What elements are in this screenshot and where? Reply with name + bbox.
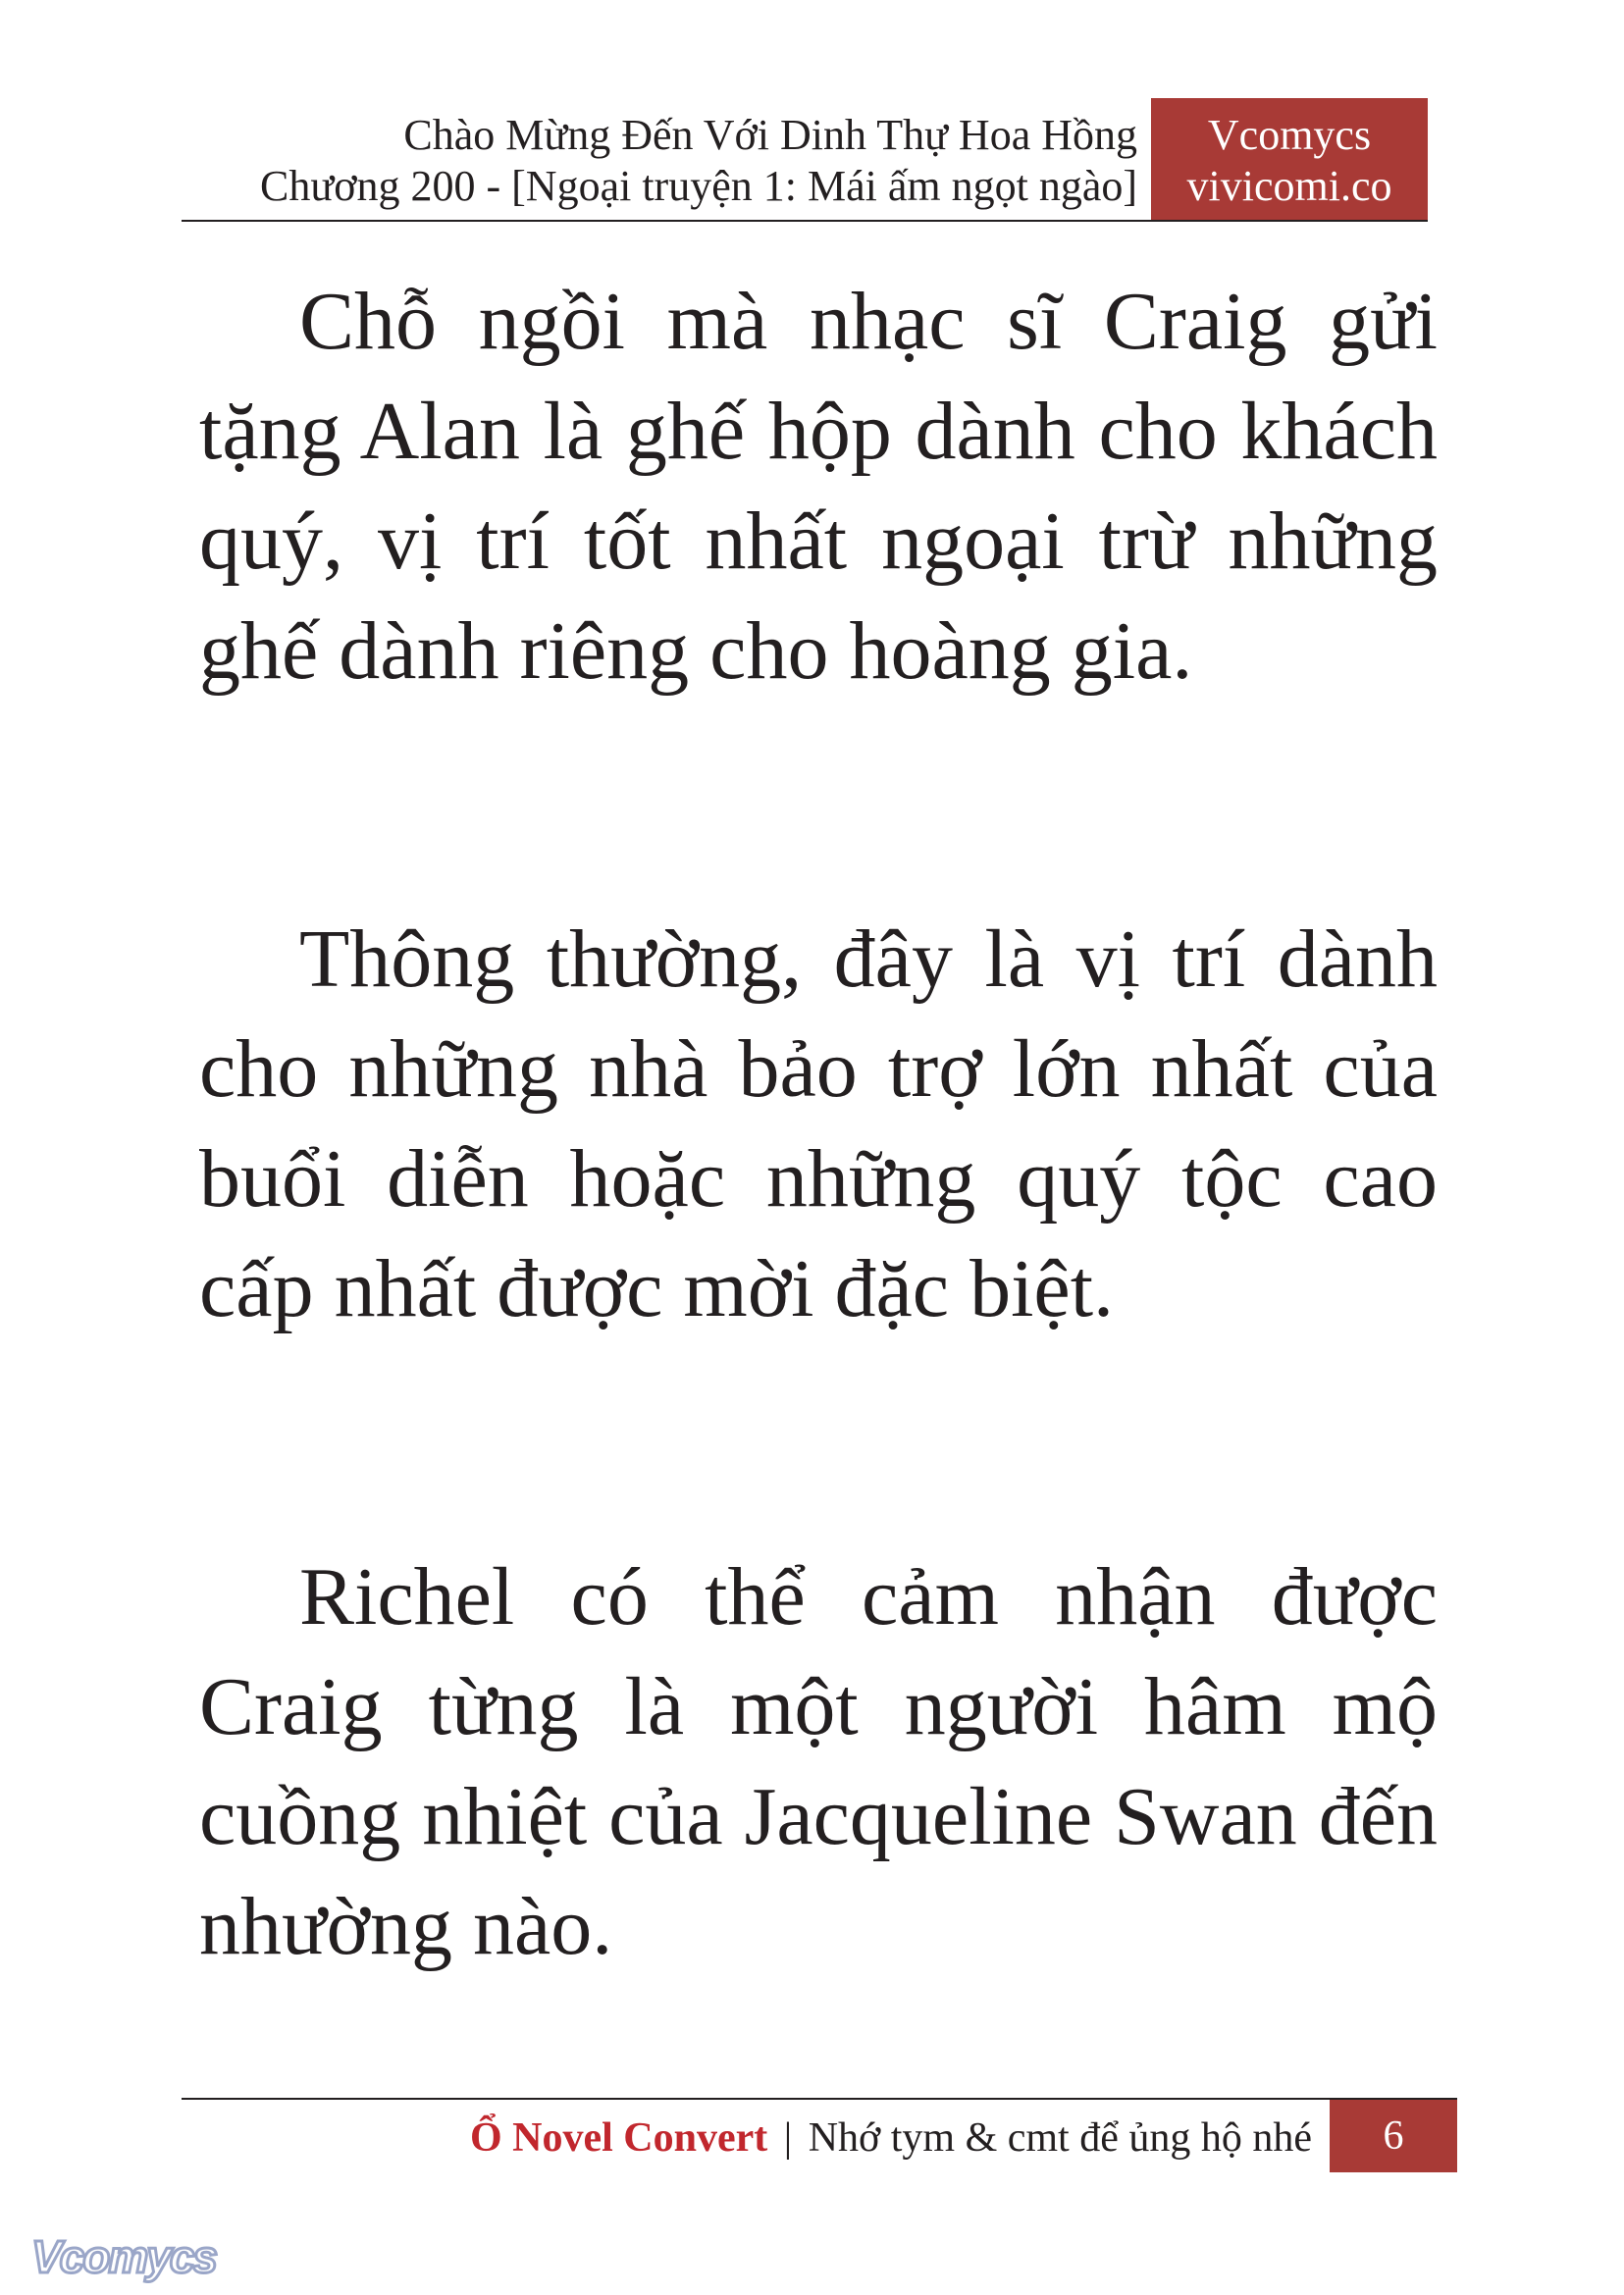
footer-separator: | <box>783 2115 793 2161</box>
footer-message: Nhớ tym & cmt để ủng hộ nhé <box>808 2115 1312 2161</box>
header-divider <box>182 220 1428 222</box>
footer-text <box>470 2113 1312 2163</box>
svg-text:Vcomycs: Vcomycs <box>31 2231 217 2282</box>
chapter-body <box>199 267 1438 1982</box>
paragraph: Thông thường, đây là vị trí dành cho những nhà bảo trợ lớn nhất của buổi diễn hoặc những quý tộc cao cấp nhất được mời đặc biệt. <box>199 913 1438 1334</box>
watermark-logo-icon <box>27 2227 253 2286</box>
paragraph: Richel có thể cảm nhận được Craig từng là một người hâm mộ cuồng nhiệt của Jacqueline Swan đến nhường nào. <box>199 1551 1438 1972</box>
brand-badge <box>1151 98 1428 220</box>
header-titles <box>260 110 1137 212</box>
brand-site: vivicomi.co <box>1186 162 1392 210</box>
book-title: Chào Mừng Đến Với Dinh Thự Hoa Hồng <box>403 111 1137 159</box>
paragraph: Chỗ ngồi mà nhạc sĩ Craig gửi tặng Alan là ghế hộp dành cho khách quý, vị trí tốt nhất ngoại trừ những ghế dành riêng cho hoàng gia. <box>199 276 1438 697</box>
page-number: 6 <box>1330 2100 1457 2172</box>
footer-brand: Ổ Novel Convert <box>469 2115 768 2161</box>
chapter-title: Chương 200 - [Ngoại truyện 1: Mái ấm ngọt ngào] <box>260 162 1137 210</box>
page-header <box>182 98 1428 220</box>
page-footer <box>182 2100 1457 2172</box>
brand-name: Vcomycs <box>1207 111 1372 159</box>
vcomycs-watermark-logo <box>27 2227 253 2286</box>
